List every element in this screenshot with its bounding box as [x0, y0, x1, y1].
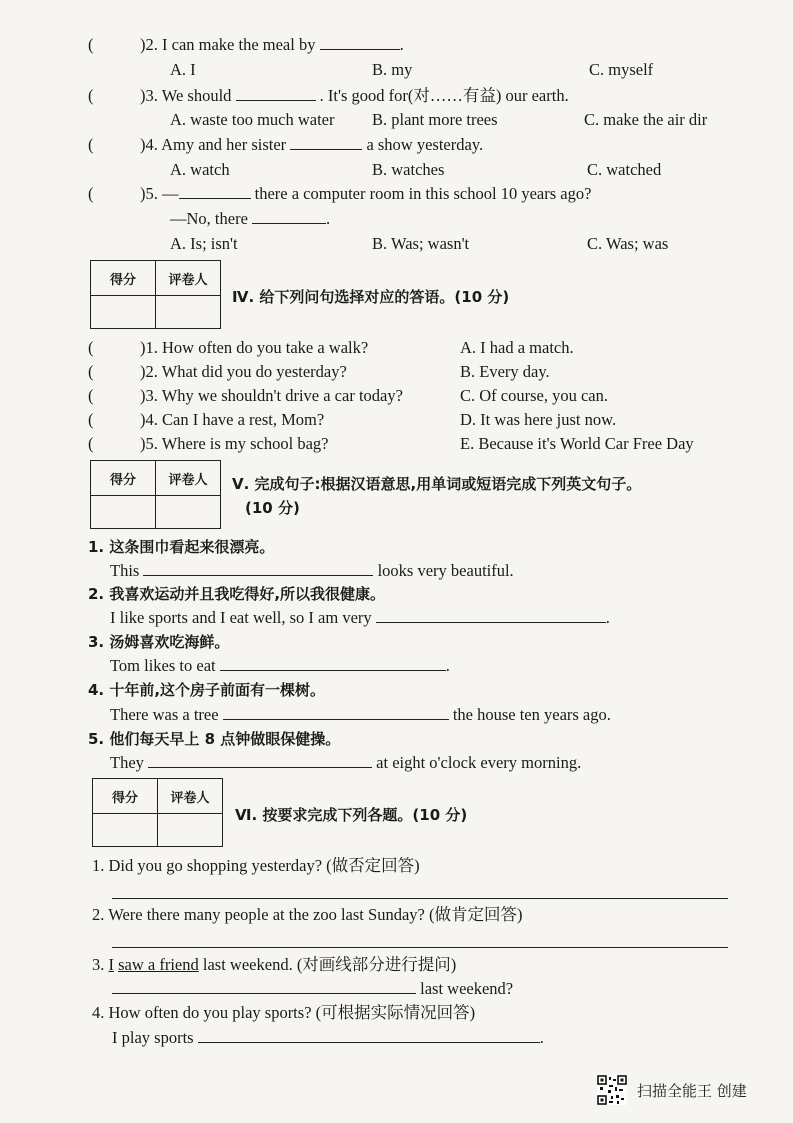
sec4-paren-2: ( [88, 362, 94, 381]
sec5-item4-pre: There was a tree [110, 705, 219, 724]
sec5-item2-post: . [605, 608, 610, 627]
q2-option-a: A. I [170, 60, 196, 79]
sec5-title: Ⅴ. 完成句子:根据汉语意思,用单词或短语完成下列英文句子。 [232, 475, 642, 493]
score-cell[interactable] [93, 814, 158, 847]
sec6-q3-blank[interactable] [112, 979, 416, 994]
score-box-sec5 [90, 460, 221, 529]
score-box-sec6 [92, 778, 223, 847]
sec5-item1-en [110, 561, 514, 581]
sec5-points: (10 分) [245, 499, 300, 517]
sec4-answer-a: A. I had a match. [460, 338, 574, 357]
q2-stem-text: )2. I can make the meal by [140, 35, 316, 54]
sec5-item4-en [110, 705, 611, 725]
q2-option-c: C. myself [589, 60, 654, 79]
q5-blank-1[interactable] [179, 184, 251, 199]
sec6-q2: 2. Were there many people at the zoo last Sunday? (做肯定回答) [92, 905, 523, 924]
q3-option-c: C. make the air dir [584, 110, 708, 129]
sec6-q1-answer-line[interactable] [112, 898, 728, 899]
sec5-item5-blank[interactable] [148, 753, 372, 768]
sec6-title: Ⅵ. 按要求完成下列各题。(10 分) [235, 806, 468, 824]
sec6-q4-answer-end: . [539, 1028, 544, 1047]
q3-stem-text: )3. We should [140, 86, 232, 105]
sec6-q3-answer-end: last weekend? [420, 979, 514, 998]
q5-blank-2[interactable] [252, 209, 326, 224]
sec6-q2-answer-line[interactable] [112, 947, 728, 948]
sec5-item2-pre: I like sports and I eat well, so I am very [110, 608, 372, 627]
scanner-watermark: 扫描全能王 创建 [637, 1082, 747, 1100]
sec4-answer-c: C. Of course, you can. [460, 386, 609, 405]
q3-paren: ( [88, 86, 94, 105]
q5-option-c: C. Was; was [587, 234, 669, 253]
q4-stem-end: a show yesterday. [366, 135, 484, 154]
sec4-paren-5: ( [88, 434, 94, 453]
sec5-item5-en [110, 753, 581, 773]
sec5-item1-blank[interactable] [143, 561, 373, 576]
grader-cell[interactable] [156, 296, 221, 329]
grader-cell[interactable] [156, 496, 221, 529]
sec6-q4: 4. How often do you play sports? (可根据实际情况回答) [92, 1003, 476, 1022]
sec4-question-3: )3. Why we shouldn't drive a car today? [140, 386, 403, 405]
sec5-item4-blank[interactable] [223, 705, 449, 720]
sec4-question-1: )1. How often do you take a walk? [140, 338, 369, 357]
q4-option-c: C. watched [587, 160, 662, 179]
sec5-item2-blank[interactable] [376, 608, 606, 623]
grader-cell[interactable] [158, 814, 223, 847]
sec5-item1-cn: 1. 这条围巾看起来很漂亮。 [88, 538, 275, 556]
sec5-item5-pre: They [110, 753, 144, 772]
sec5-item3-en [110, 656, 450, 676]
sec5-item5-post: at eight o'clock every morning. [376, 753, 582, 772]
sec5-item1-post: looks very beautiful. [377, 561, 514, 580]
q4-option-a: A. watch [170, 160, 230, 179]
sec5-item1-pre: This [110, 561, 140, 580]
q5-stem-text: )5. — [140, 184, 179, 203]
score-cell[interactable] [91, 296, 156, 329]
q4-paren: ( [88, 135, 94, 154]
q5-line2 [170, 209, 330, 229]
sec4-answer-b: B. Every day. [460, 362, 550, 381]
q4-option-b: B. watches [372, 160, 445, 179]
q4-blank[interactable] [290, 135, 362, 150]
q4-stem [140, 135, 483, 155]
grader-label: 评卷人 [158, 779, 223, 814]
q2-stem-end: . [399, 35, 404, 54]
score-label: 得分 [93, 779, 158, 814]
q5-line2-text: —No, there [170, 209, 248, 228]
grader-label: 评卷人 [156, 461, 221, 496]
q2-stem [140, 35, 404, 55]
q3-option-b: B. plant more trees [372, 110, 498, 129]
score-label: 得分 [91, 261, 156, 296]
score-cell[interactable] [91, 496, 156, 529]
q5-option-b: B. Was; wasn't [372, 234, 470, 253]
sec5-item4-post: the house ten years ago. [452, 705, 611, 724]
q5-option-a: A. Is; isn't [170, 234, 238, 253]
grader-label: 评卷人 [156, 261, 221, 296]
q5-stem [140, 184, 591, 204]
score-box-sec4 [90, 260, 221, 329]
q5-paren: ( [88, 184, 94, 203]
score-label: 得分 [91, 461, 156, 496]
sec4-paren-1: ( [88, 338, 94, 357]
sec4-paren-3: ( [88, 386, 94, 405]
sec6-q4-blank[interactable] [198, 1028, 540, 1043]
q2-blank[interactable] [320, 35, 400, 50]
sec4-paren-4: ( [88, 410, 94, 429]
q3-blank[interactable] [236, 86, 316, 101]
q2-paren: ( [88, 35, 94, 54]
sec6-q3-number: 3. [92, 955, 105, 974]
q5-line2-end: . [326, 209, 331, 228]
sec4-answer-d: D. It was here just now. [460, 410, 617, 429]
sec5-item3-cn: 3. 汤姆喜欢吃海鲜。 [88, 633, 230, 651]
sec6-q3-rest: last weekend. (对画线部分进行提问) [202, 955, 457, 974]
sec5-item3-post: . [445, 656, 450, 675]
sec6-q4-answer-start: I play sports [112, 1028, 194, 1047]
sec6-q3-answer [112, 979, 513, 999]
q3-option-a: A. waste too much water [170, 110, 335, 129]
sec4-question-5: )5. Where is my school bag? [140, 434, 329, 453]
q4-stem-text: )4. Amy and her sister [140, 135, 287, 154]
sec6-q4-answer [112, 1028, 544, 1048]
sec5-item2-en [110, 608, 610, 628]
q3-stem [140, 86, 569, 106]
sec6-q3-underlined-1: I [108, 955, 114, 974]
sec5-item3-blank[interactable] [220, 656, 446, 671]
sec4-question-4: )4. Can I have a rest, Mom? [140, 410, 325, 429]
qr-code-icon [597, 1075, 627, 1105]
sec6-q3-underlined-2: saw a friend [118, 955, 199, 974]
q2-option-b: B. my [372, 60, 413, 79]
sec4-answer-e: E. Because it's World Car Free Day [460, 434, 694, 453]
sec5-item3-pre: Tom likes to eat [110, 656, 216, 675]
sec5-item2-cn: 2. 我喜欢运动并且我吃得好,所以我很健康。 [88, 585, 386, 603]
sec5-item5-cn: 5. 他们每天早上 8 点钟做眼保健操。 [88, 730, 341, 748]
q3-stem-end: . It's good for(对……有益) our earth. [319, 86, 569, 105]
sec4-question-2: )2. What did you do yesterday? [140, 362, 347, 381]
sec5-item4-cn: 4. 十年前,这个房子前面有一棵树。 [88, 681, 326, 699]
sec6-q3 [92, 955, 456, 975]
q5-stem-end: there a computer room in this school 10 years ago? [254, 184, 592, 203]
sec6-q1: 1. Did you go shopping yesterday? (做否定回答) [92, 856, 420, 875]
sec4-title: Ⅳ. 给下列问句选择对应的答语。(10 分) [232, 288, 510, 306]
